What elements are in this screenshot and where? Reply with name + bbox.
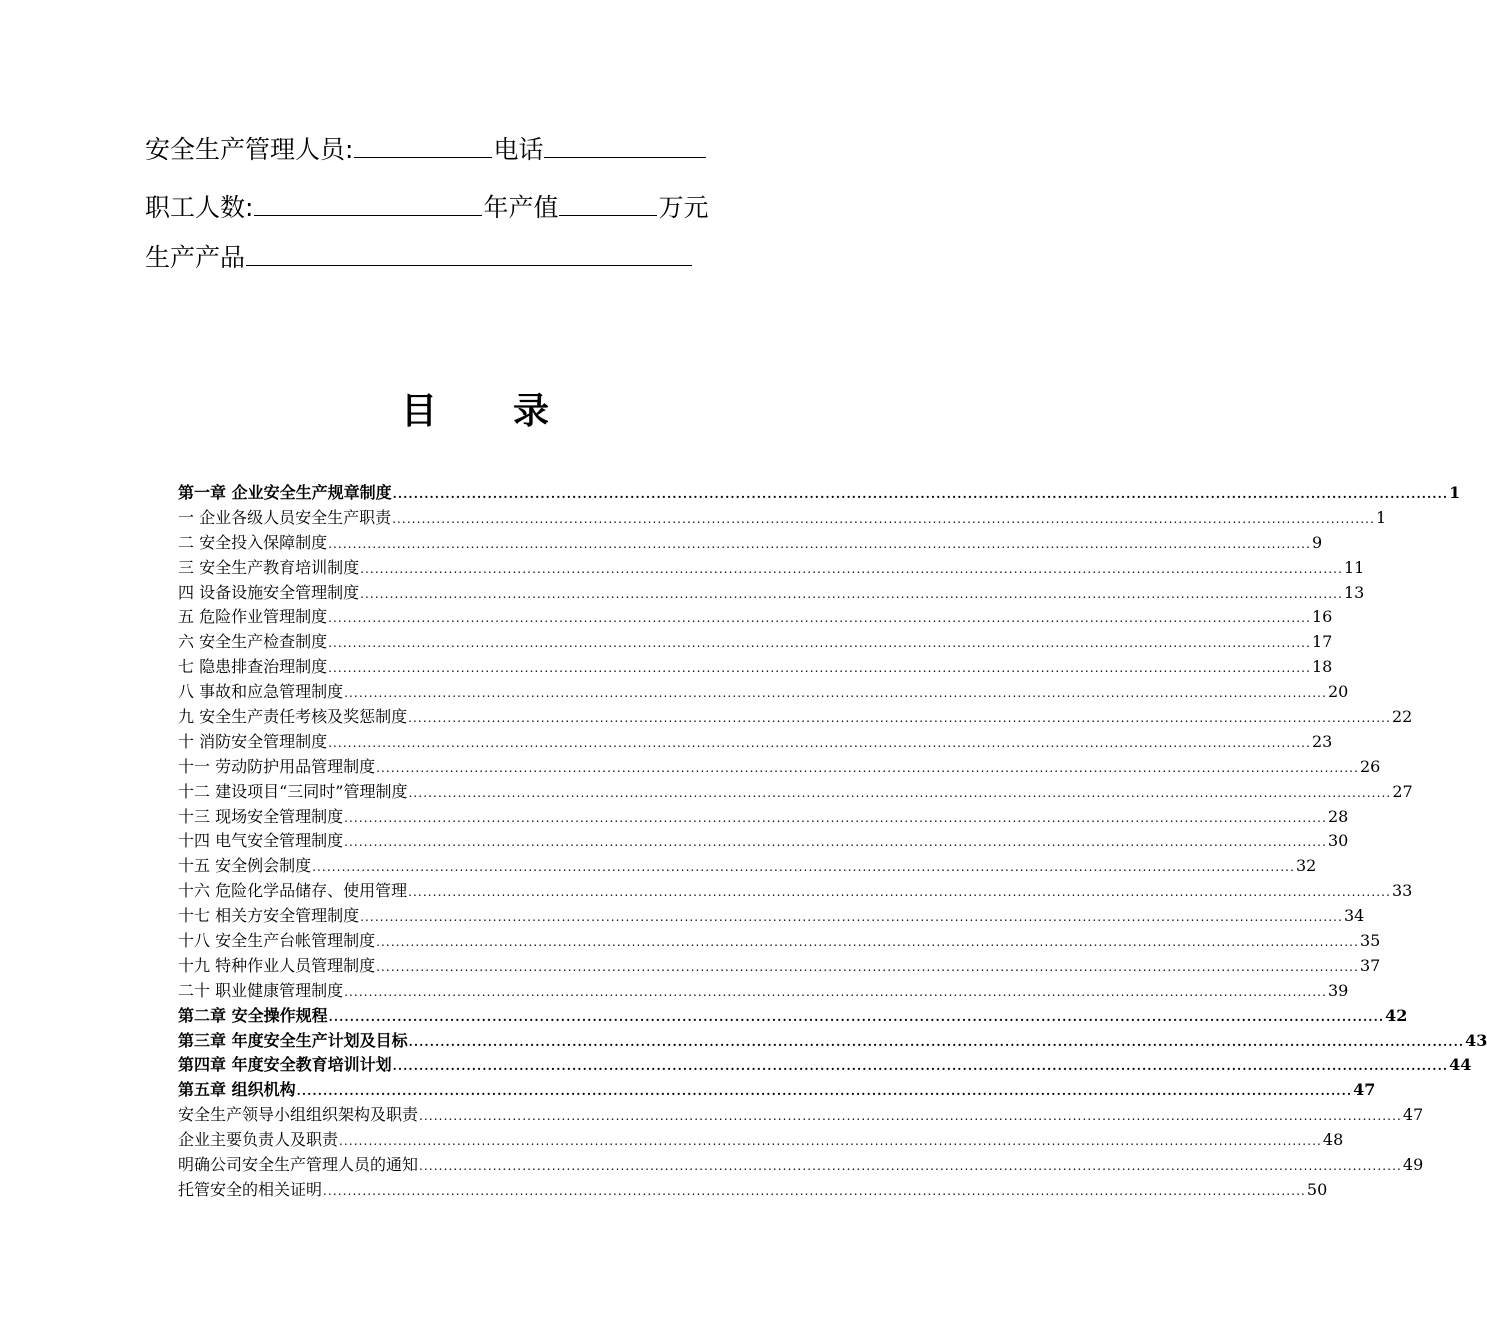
products-blank[interactable]	[246, 243, 692, 266]
staff-count-blank[interactable]	[254, 193, 482, 216]
toc-entry[interactable]	[178, 979, 1349, 1004]
toc-entry[interactable]	[178, 1078, 1376, 1103]
toc-entry[interactable]	[178, 904, 1365, 929]
toc-entry-label: 托管安全的相关证明	[178, 1179, 323, 1199]
toc-entry-label: 十八 安全生产台帐管理制度	[178, 931, 376, 951]
toc-entry[interactable]	[178, 1103, 1424, 1128]
toc-leader-dots: ........................................................................................................................................................................................................	[360, 910, 1343, 925]
staff-count-label: 职工人数:	[145, 193, 254, 222]
toc-entry[interactable]	[178, 805, 1349, 830]
toc-entry-page: 37	[1359, 955, 1381, 975]
toc-entry-page: 9	[1311, 532, 1323, 552]
toc-entry-label: 六 安全生产检查制度	[178, 632, 328, 652]
toc-entry-page: 50	[1306, 1179, 1328, 1199]
toc-entry-label: 十一 劳动防护用品管理制度	[178, 756, 376, 776]
toc-entry[interactable]	[178, 1178, 1328, 1203]
toc-leader-dots: ........................................................................................................................................................................................................	[408, 1034, 1465, 1049]
toc-entry-label: 十三 现场安全管理制度	[178, 806, 344, 826]
safety-manager-line	[145, 135, 707, 165]
toc-title	[0, 383, 950, 434]
toc-entry-label: 二 安全投入保障制度	[178, 532, 328, 552]
toc-entry-page: 34	[1343, 906, 1365, 926]
toc-entry-page: 18	[1311, 657, 1333, 677]
toc-entry[interactable]	[178, 1004, 1408, 1029]
toc-entry-page: 47	[1353, 1080, 1376, 1100]
toc-entry-label: 第四章 年度安全教育培训计划	[178, 1055, 392, 1075]
toc-leader-dots: ........................................................................................................................................................................................................	[339, 1134, 1322, 1149]
phone-label: 电话	[493, 135, 544, 164]
toc-leader-dots: ........................................................................................................................................................................................................	[296, 1084, 1353, 1099]
toc-entry-label: 八 事故和应急管理制度	[178, 682, 344, 702]
toc-entry[interactable]	[178, 1029, 1487, 1054]
toc-entry-label: 第二章 安全操作规程	[178, 1005, 328, 1025]
toc-entry-page: 43	[1465, 1030, 1487, 1050]
toc-entry-label: 安全生产领导小组组织架构及职责	[178, 1105, 419, 1125]
toc-leader-dots: ........................................................................................................................................................................................................	[344, 835, 1327, 850]
toc-entry-label: 一 企业各级人员安全生产职责	[178, 507, 392, 527]
toc-entry-page: 49	[1402, 1155, 1424, 1175]
annual-output-label: 年产值	[483, 193, 559, 222]
toc-entry[interactable]	[178, 854, 1317, 879]
toc-leader-dots: ........................................................................................................................................................................................................	[408, 785, 1392, 800]
toc-entry[interactable]	[178, 531, 1323, 556]
annual-output-blank[interactable]	[559, 193, 657, 216]
toc-leader-dots: ........................................................................................................................................................................................................	[360, 586, 1343, 601]
toc-entry-page: 1	[1449, 483, 1461, 502]
toc-leader-dots: ........................................................................................................................................................................................................	[344, 984, 1327, 999]
toc-entry-label: 三 安全生产教育培训制度	[178, 557, 360, 577]
toc-entry-label: 四 设备设施安全管理制度	[178, 582, 360, 602]
toc-leader-dots: ........................................................................................................................................................................................................	[408, 885, 1391, 900]
toc-entry[interactable]	[178, 581, 1365, 606]
toc-leader-dots: ........................................................................................................................................................................................................	[344, 810, 1327, 825]
toc-entry-page: 20	[1327, 682, 1349, 702]
toc-entry-page: 27	[1392, 781, 1413, 801]
products-line	[145, 243, 693, 273]
toc-entry-label: 二十 职业健康管理制度	[178, 980, 344, 1000]
toc-title-left: 目	[400, 390, 437, 432]
phone-blank[interactable]	[544, 135, 706, 158]
toc-leader-dots: ........................................................................................................................................................................................................	[376, 760, 1359, 775]
products-label: 生产产品	[145, 243, 246, 272]
toc-leader-dots: ........................................................................................................................................................................................................	[323, 1183, 1306, 1198]
toc-entry-page: 35	[1359, 931, 1381, 951]
toc-entry[interactable]	[178, 879, 1413, 904]
toc-entry[interactable]	[178, 755, 1381, 780]
toc-entry-label: 十六 危险化学品储存、使用管理	[178, 881, 408, 901]
toc-entry-page: 28	[1327, 806, 1349, 826]
toc-entry[interactable]	[178, 481, 1461, 506]
toc-entry[interactable]	[178, 829, 1349, 854]
unit-label: 万元	[658, 193, 709, 222]
toc-entry-page: 33	[1391, 881, 1413, 901]
toc-leader-dots: ........................................................................................................................................................................................................	[328, 536, 1311, 551]
toc-entry-label: 五 危险作业管理制度	[178, 607, 328, 627]
toc-entry[interactable]	[178, 1128, 1344, 1153]
toc-entry[interactable]	[178, 1153, 1424, 1178]
toc-leader-dots: ........................................................................................................................................................................................................	[376, 959, 1359, 974]
toc-entry-page: 13	[1343, 582, 1365, 602]
toc-entry-page: 1	[1375, 507, 1387, 527]
toc-entry-label: 明确公司安全生产管理人员的通知	[178, 1155, 419, 1175]
toc-leader-dots: ........................................................................................................................................................................................................	[376, 935, 1359, 950]
toc-leader-dots: ........................................................................................................................................................................................................	[419, 1109, 1402, 1124]
toc-entry[interactable]	[178, 954, 1381, 979]
toc-entry[interactable]	[178, 1053, 1472, 1078]
toc-entry-label: 十 消防安全管理制度	[178, 731, 328, 751]
toc-leader-dots: ........................................................................................................................................................................................................	[392, 1059, 1449, 1074]
toc-entry-label: 十九 特种作业人员管理制度	[178, 955, 376, 975]
toc-entry-label: 第三章 年度安全生产计划及目标	[178, 1030, 408, 1050]
table-of-contents	[178, 481, 1487, 1203]
toc-leader-dots: ........................................................................................................................................................................................................	[328, 735, 1311, 750]
toc-entry-page: 11	[1343, 557, 1365, 577]
toc-entry-label: 十七 相关方安全管理制度	[178, 906, 360, 926]
toc-entry-label: 七 隐患排查治理制度	[178, 657, 328, 677]
toc-entry[interactable]	[178, 556, 1365, 581]
toc-entry-page: 39	[1327, 980, 1349, 1000]
toc-entry[interactable]	[178, 705, 1413, 730]
toc-entry-page: 32	[1295, 856, 1317, 876]
toc-title-right: 录	[513, 390, 550, 432]
toc-entry-page: 47	[1402, 1105, 1424, 1125]
toc-leader-dots: ........................................................................................................................................................................................................	[408, 711, 1391, 726]
toc-entry-label: 十五 安全例会制度	[178, 856, 312, 876]
safety-manager-blank[interactable]	[354, 135, 492, 158]
toc-entry[interactable]	[178, 506, 1387, 531]
toc-leader-dots: ........................................................................................................................................................................................................	[328, 1009, 1385, 1024]
toc-entry[interactable]	[178, 730, 1333, 755]
toc-entry-label: 九 安全生产责任考核及奖惩制度	[178, 707, 408, 727]
toc-entry[interactable]	[178, 780, 1413, 805]
toc-leader-dots: ........................................................................................................................................................................................................	[328, 661, 1311, 676]
safety-manager-label: 安全生产管理人员:	[145, 135, 354, 164]
toc-entry-page: 26	[1359, 756, 1381, 776]
toc-entry-label: 十二 建设项目“三同时”管理制度	[178, 781, 408, 801]
toc-leader-dots: ........................................................................................................................................................................................................	[328, 611, 1311, 626]
toc-entry-page: 42	[1385, 1005, 1408, 1025]
toc-leader-dots: ........................................................................................................................................................................................................	[419, 1159, 1402, 1174]
toc-leader-dots: ........................................................................................................................................................................................................	[328, 636, 1311, 651]
toc-entry-page: 23	[1311, 731, 1333, 751]
toc-entry-page: 22	[1391, 707, 1413, 727]
toc-entry-label: 第一章 企业安全生产规章制度	[178, 483, 392, 502]
toc-leader-dots: ........................................................................................................................................................................................................	[360, 561, 1343, 576]
toc-leader-dots: ........................................................................................................................................................................................................	[344, 686, 1327, 701]
toc-entry-page: 48	[1322, 1130, 1344, 1150]
toc-entry-page: 17	[1311, 632, 1333, 652]
toc-entry-label: 十四 电气安全管理制度	[178, 831, 344, 851]
toc-leader-dots: ........................................................................................................................................................................................................	[392, 511, 1375, 526]
toc-entry[interactable]	[178, 929, 1381, 954]
toc-entry-page: 44	[1449, 1055, 1472, 1075]
toc-entry-page: 16	[1311, 607, 1333, 627]
toc-entry-page: 30	[1327, 831, 1349, 851]
toc-entry[interactable]	[178, 680, 1349, 705]
staff-output-line	[145, 193, 708, 223]
toc-entry[interactable]	[178, 655, 1333, 680]
toc-entry[interactable]	[178, 630, 1333, 655]
toc-entry-label: 企业主要负责人及职责	[178, 1130, 339, 1150]
toc-leader-dots: ........................................................................................................................................................................................................	[312, 860, 1295, 875]
toc-entry-label: 第五章 组织机构	[178, 1080, 296, 1100]
toc-leader-dots: ........................................................................................................................................................................................................	[392, 487, 1449, 501]
toc-entry[interactable]	[178, 605, 1333, 630]
